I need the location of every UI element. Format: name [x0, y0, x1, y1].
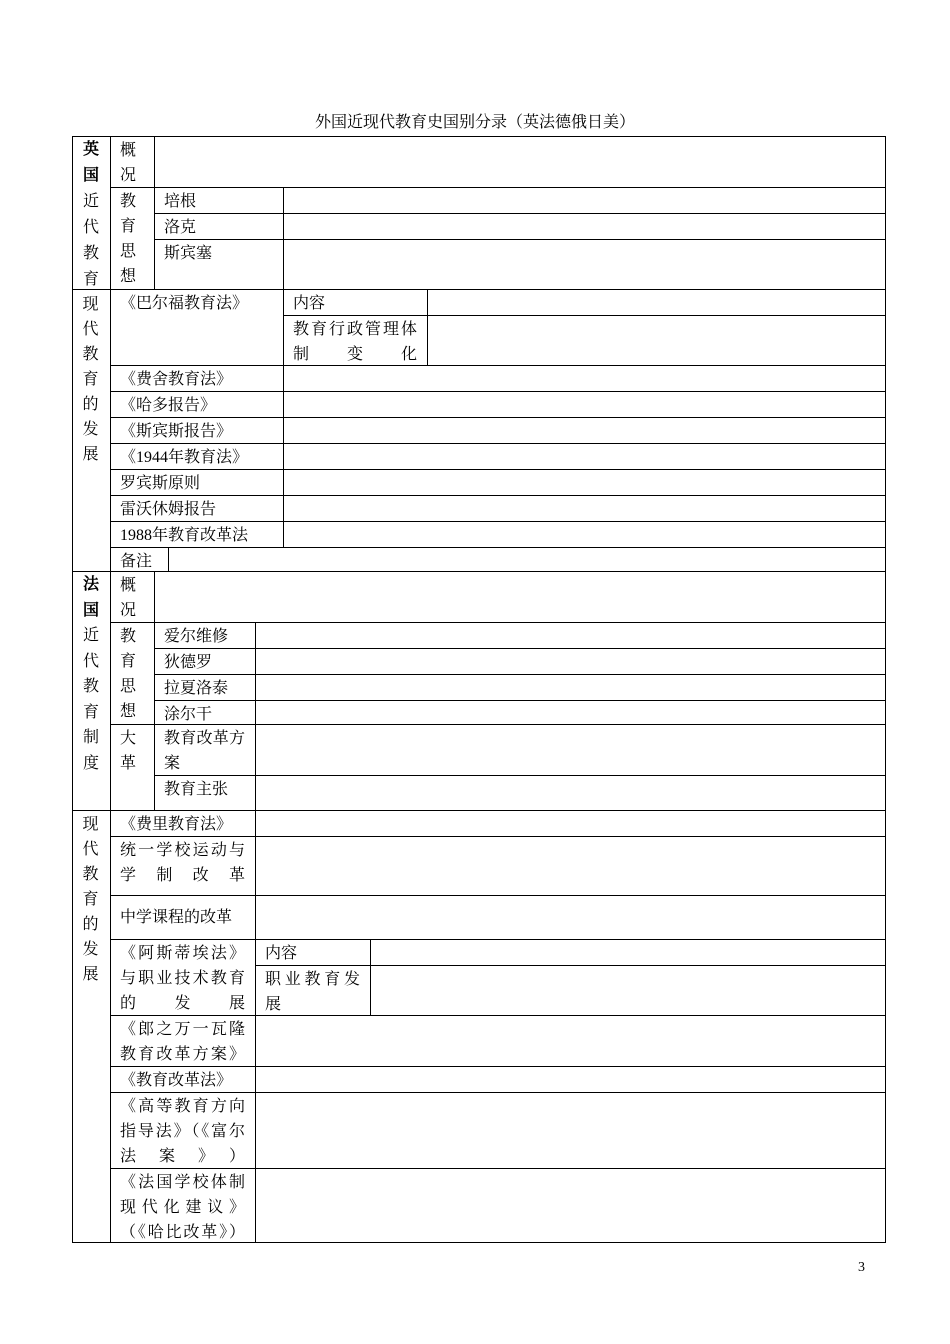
hulme-report-value[interactable] — [283, 495, 886, 521]
thinker-spencer-content[interactable] — [283, 239, 886, 289]
england-development-label: 现代教育的发展 — [82, 296, 99, 463]
langevin-value[interactable] — [255, 1015, 886, 1066]
page-title: 外国近现代教育史国别分录（英法德俄日美） — [314, 114, 635, 131]
robbins-principle-label: 罗宾斯原则 — [110, 469, 283, 495]
reform-act-label: 《教育改革法》 — [110, 1066, 255, 1092]
france-development-label: 现代教育的发展 — [82, 816, 99, 983]
hulme-report-label: 雷沃休姆报告 — [110, 495, 283, 521]
thinker-diderot-content[interactable] — [255, 648, 886, 674]
astier-content-value[interactable] — [370, 939, 886, 965]
balfour-content-label: 内容 — [283, 289, 427, 315]
reform-act-value[interactable] — [255, 1066, 886, 1092]
england-table — [72, 136, 886, 572]
france-table — [72, 571, 886, 1243]
thinker-durkheim-content[interactable] — [255, 700, 886, 724]
astier-content-label: 内容 — [255, 939, 370, 965]
thinker-bacon: 培根 — [154, 187, 283, 213]
fisher-act-label: 《费舍教育法》 — [110, 365, 283, 391]
thinker-durkheim: 涂尔干 — [154, 700, 255, 724]
page-number: 3 — [858, 1260, 865, 1275]
thinker-helvetius: 爱尔维修 — [154, 622, 255, 648]
france-heading: 法国 — [82, 576, 99, 619]
thinker-lachalotais-content[interactable] — [255, 674, 886, 700]
england-overview-content[interactable] — [154, 137, 886, 187]
reform-act-1988-value[interactable] — [283, 521, 886, 547]
unified-school-label: 统一学校运动与学制改革 — [110, 836, 255, 895]
france-section1-label — [73, 572, 109, 776]
reform-plan-label: 教育改革方案 — [154, 724, 255, 775]
hadow-report-value[interactable] — [283, 391, 886, 417]
thinker-spencer: 斯宾塞 — [154, 239, 283, 289]
langevin-label: 《郎之万一瓦隆教育改革方案》 — [110, 1015, 255, 1066]
robbins-principle-value[interactable] — [283, 469, 886, 495]
spens-report-label: 《斯宾斯报告》 — [110, 417, 283, 443]
france-overview-content[interactable] — [154, 572, 886, 622]
higher-ed-act-label: 《高等教育方向指导法》（《富尔法案》） — [110, 1092, 255, 1168]
thinker-helvetius-content[interactable] — [255, 622, 886, 648]
haby-reform-label: 《法国学校体制现代化建议》（《哈比改革》） — [110, 1168, 255, 1243]
note-label: 备注 — [110, 547, 168, 572]
balfour-act-label: 《巴尔福教育法》 — [110, 289, 283, 365]
france-thought-label: 教育思想 — [110, 622, 154, 724]
fisher-act-value[interactable] — [283, 365, 886, 391]
secondary-curriculum-value[interactable] — [255, 895, 886, 939]
balfour-content-value[interactable] — [427, 289, 886, 315]
england-overview-label: 概况 — [110, 137, 154, 187]
balfour-admin-label: 教育行政管理体制变化 — [283, 315, 427, 365]
vocational-dev-value[interactable] — [370, 965, 886, 1015]
secondary-curriculum-label: 中学课程的改革 — [110, 895, 255, 939]
france-overview-label: 概况 — [110, 572, 154, 622]
thinker-lachalotais: 拉夏洛泰 — [154, 674, 255, 700]
england-thought-label: 教育思想 — [110, 187, 154, 289]
act-1944-value[interactable] — [283, 443, 886, 469]
ferry-act-value[interactable] — [255, 810, 886, 836]
reform-act-1988-label: 1988年教育改革法 — [110, 521, 283, 547]
ferry-act-label: 《费里教育法》 — [110, 810, 255, 836]
unified-school-value[interactable] — [255, 836, 886, 895]
england-heading: 英国 — [82, 141, 99, 184]
vocational-dev-label: 职业教育发展 — [255, 965, 370, 1015]
france-modern-label: 近代教育制度 — [82, 627, 99, 772]
france-section2-divider — [73, 810, 110, 1243]
england-section1-label — [73, 137, 109, 293]
balfour-admin-value[interactable] — [427, 315, 886, 365]
hadow-report-label: 《哈多报告》 — [110, 391, 283, 417]
thinker-bacon-content[interactable] — [283, 187, 886, 213]
note-value[interactable] — [168, 547, 886, 572]
reform-plan-value[interactable] — [255, 724, 886, 775]
revolution-label: 大革 — [110, 724, 154, 810]
haby-reform-value[interactable] — [255, 1168, 886, 1243]
astier-act-label: 《阿斯蒂埃法》与职业技术教育的发展 — [110, 939, 255, 1015]
reform-views-label: 教育主张 — [154, 775, 255, 810]
higher-ed-act-value[interactable] — [255, 1092, 886, 1168]
act-1944-label: 《1944年教育法》 — [110, 443, 283, 469]
reform-views-value[interactable] — [255, 775, 886, 810]
england-section2-divider — [73, 289, 110, 572]
thinker-locke: 洛克 — [154, 213, 283, 239]
england-modern-label: 近代教育 — [82, 193, 99, 288]
thinker-locke-content[interactable] — [283, 213, 886, 239]
thinker-diderot: 狄德罗 — [154, 648, 255, 674]
spens-report-value[interactable] — [283, 417, 886, 443]
